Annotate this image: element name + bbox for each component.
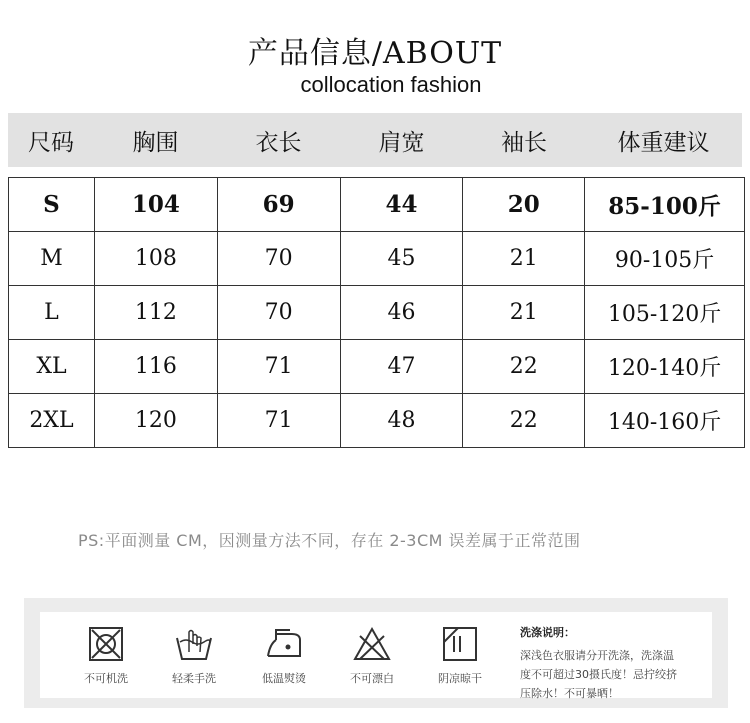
care-instructions-line: 度不可超过30摄氏度！忌拧绞挤 <box>520 668 677 681</box>
table-cell: 48 <box>340 394 463 448</box>
care-instructions-title: 洗涤说明： <box>520 626 575 639</box>
no-machine-wash-icon <box>88 626 124 662</box>
table-cell: 116 <box>94 340 217 394</box>
column-header-size: 尺码 <box>28 129 74 156</box>
table-cell: 46 <box>340 286 463 340</box>
table-cell: 44 <box>340 178 463 232</box>
table-cell: 70 <box>217 232 340 286</box>
page-subtitle: collocation fashion <box>300 72 482 97</box>
low-temp-iron-icon <box>264 626 304 662</box>
table-cell: 120-140斤 <box>585 340 745 394</box>
care-instructions <box>520 624 710 703</box>
care-item-low-temp-iron <box>244 612 324 686</box>
care-label: 轻柔手洗 <box>172 672 216 685</box>
table-cell: S <box>9 178 95 232</box>
care-instructions-line: 深浅色衣服请分开洗涤，洗涤温 <box>520 649 674 662</box>
table-cell: 21 <box>463 286 585 340</box>
table-cell: 20 <box>463 178 585 232</box>
shade-dry-icon <box>442 626 478 662</box>
table-cell: 108 <box>94 232 217 286</box>
table-row <box>9 232 745 286</box>
table-cell: 71 <box>217 340 340 394</box>
size-table-header <box>8 113 742 167</box>
table-cell: 2XL <box>9 394 95 448</box>
table-row <box>9 286 745 340</box>
care-label: 阴凉晾干 <box>438 672 482 685</box>
table-cell: 47 <box>340 340 463 394</box>
column-header-weight: 体重建议 <box>617 129 710 156</box>
no-bleach-icon <box>352 626 392 662</box>
table-cell: 70 <box>217 286 340 340</box>
table-cell: 69 <box>217 178 340 232</box>
page-title: 产品信息/ABOUT <box>247 36 503 71</box>
care-instructions-body <box>520 646 710 703</box>
care-item-no-bleach <box>332 612 412 686</box>
column-header-shoulder: 肩宽 <box>378 129 425 156</box>
column-header-chest: 胸围 <box>132 129 179 156</box>
measurement-note: PS:平面测量 CM，因测量方法不同，存在 2-3CM 误差属于正常范围 <box>78 531 581 550</box>
table-row <box>9 340 745 394</box>
table-cell: 140-160斤 <box>585 394 745 448</box>
gentle-hand-wash-icon <box>174 626 214 662</box>
table-cell: 71 <box>217 394 340 448</box>
care-label: 不可漂白 <box>350 672 394 685</box>
care-item-gentle-hand-wash <box>154 612 234 686</box>
table-cell: L <box>9 286 95 340</box>
table-row <box>9 178 745 232</box>
table-cell: 22 <box>463 394 585 448</box>
table-cell: 85-100斤 <box>585 178 745 232</box>
table-cell: 45 <box>340 232 463 286</box>
care-instructions-line: 压除水！不可暴晒！ <box>520 687 619 700</box>
table-cell: 120 <box>94 394 217 448</box>
table-cell: 22 <box>463 340 585 394</box>
column-header-length: 衣长 <box>255 129 302 156</box>
care-panel <box>24 598 728 708</box>
table-cell: 90-105斤 <box>585 232 745 286</box>
column-header-sleeve: 袖长 <box>501 129 547 156</box>
care-label: 不可机洗 <box>84 672 128 685</box>
table-row <box>9 394 745 448</box>
table-cell: XL <box>9 340 95 394</box>
care-item-shade-dry <box>420 612 500 686</box>
table-cell: 104 <box>94 178 217 232</box>
care-card <box>40 612 712 698</box>
table-cell: 21 <box>463 232 585 286</box>
care-item-no-machine-wash <box>66 612 146 686</box>
size-table <box>8 177 745 448</box>
care-label: 低温熨烫 <box>262 672 306 685</box>
table-cell: 105-120斤 <box>585 286 745 340</box>
table-cell: M <box>9 232 95 286</box>
table-cell: 112 <box>94 286 217 340</box>
